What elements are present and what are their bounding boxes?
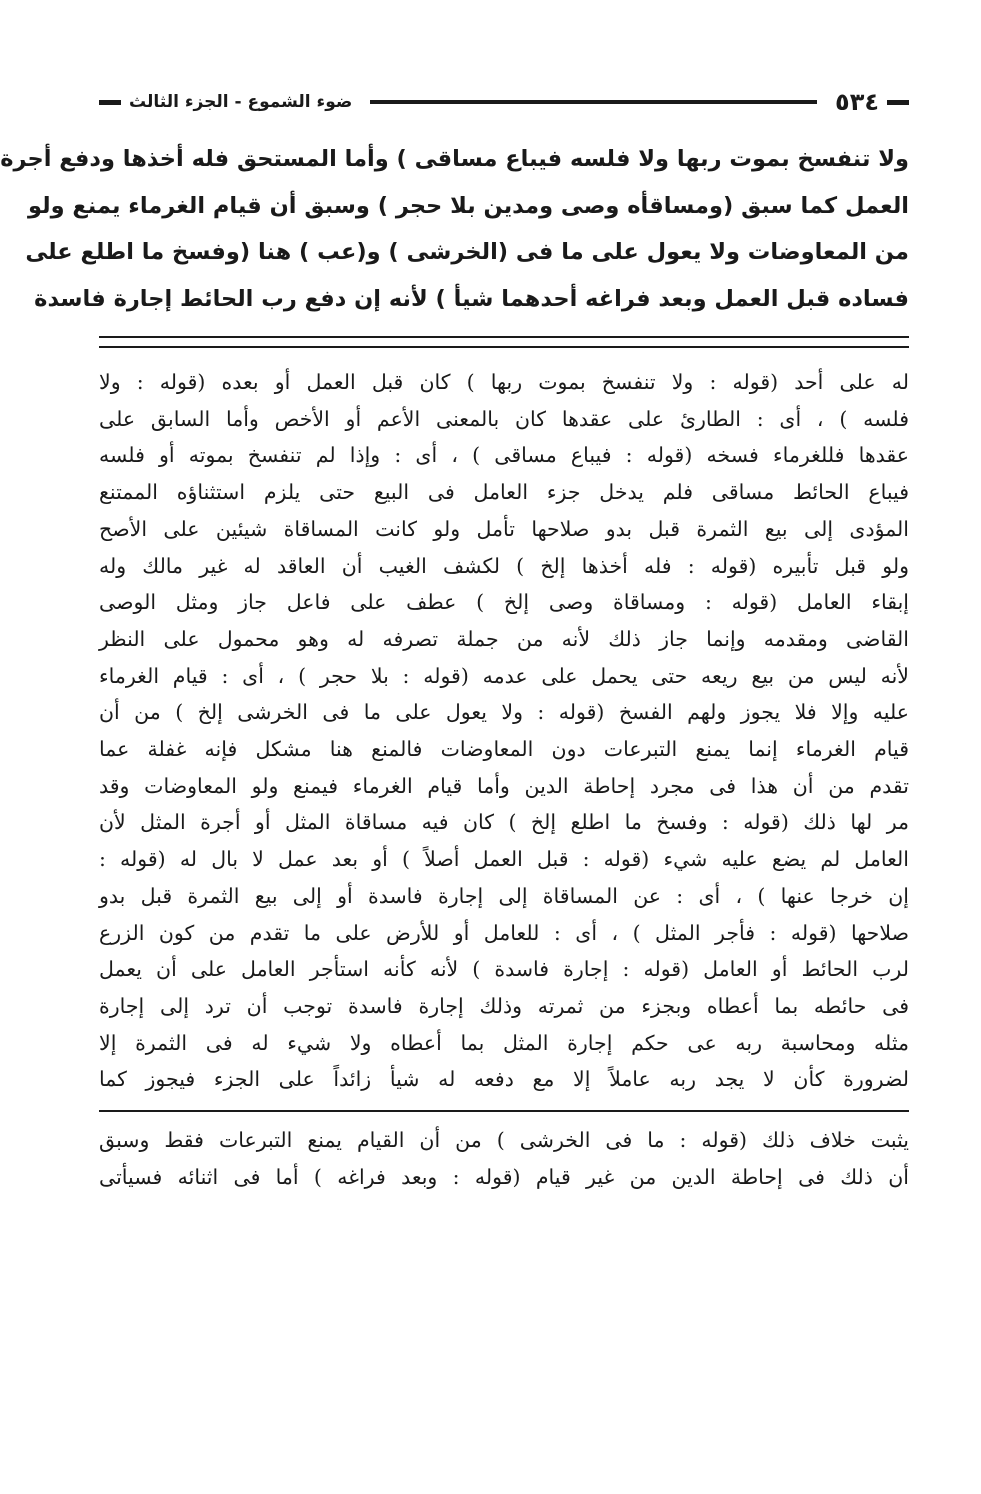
commentary-line: فى حائطه بما أعطاه وبجزء من ثمرته وذلك إجارة فاسدة توجب أن ترد إلى إجارة — [99, 993, 909, 1018]
commentary-line: القاضى ومقدمه وإنما جاز ذلك لأنه من جملة تصرفه له وهو محمول على النظر — [99, 626, 909, 651]
page-number: ٥٣٤ — [835, 88, 879, 116]
commentary-line: إبقاء العامل (قوله : ومساقاة وصى إلخ ) عطف على فاعل جاز ومثل الوصى — [99, 590, 909, 615]
commentary-line: لضرورة كأن لا يجد ربه عاملاً إلا مع دفعه له شيأ زائداً على الجزء فيجوز كما — [99, 1067, 909, 1092]
commentary-line: لأنه ليس من بيع ريعه حتى يحمل على عدمه (قوله : بلا حجر ) ، أى : قيام الغرماء — [99, 663, 909, 688]
commentary-line: عليه وإلا فلا يجوز ولهم الفسخ (قوله : ولا يعول على ما فى الخرشى إلخ ) من أن — [99, 700, 909, 725]
commentary-line: مثله ومحاسبة ربه عى حكم إجارة المثل بما أعطاه ولا شيء له فى الثمرة إلا — [99, 1030, 909, 1055]
commentary-line: فلسه ) ، أى : الطارئ على عقدها كان بالمعنى الأعم أو الأخص وأما السابق على — [99, 406, 909, 431]
commentary-line: لرب الحائط أو العامل (قوله : إجارة فاسدة ) لأنه كأنه استأجر العامل على أن يعمل — [99, 957, 909, 982]
footnote-line: أن ذلك فى إحاطة الدين من غير قيام (قوله : وبعد فراغه ) أما فى اثنائه فسيأتى — [99, 1165, 909, 1190]
main-text-line: فساده قبل العمل وبعد فراغه أحدهما شيأ ) لأنه إن دفع رب الحائط إجارة فاسدة — [34, 285, 909, 312]
commentary-line: تقدم من أن هذا فى مجرد إحاطة الدين وأما قيام الغرماء فيمنع ولو المعاوضات وقد — [99, 773, 909, 798]
double-divider — [99, 336, 909, 348]
footnote-divider — [99, 1110, 909, 1112]
header-rule — [370, 100, 817, 104]
commentary-line: فيباع الحائط مساقى فلم يدخل جزء العامل فى البيع حتى يلزم استثناؤه الممتنع — [99, 480, 909, 505]
commentary-line: ولو قبل تأبيره (قوله : فله أخذها إلخ ) لكشف الغيب أن العاقد له غير مالك وله — [99, 553, 909, 578]
main-text-line: من المعاوضات ولا يعول على ما فى (الخرشى ) و(عب ) هنا (وفسخ ما اطلع على — [25, 239, 909, 265]
commentary-line: العامل لم يضع عليه شيء (قوله : قبل العمل أصلاً ) أو بعد عمل لا بال له (قوله : — [99, 847, 909, 872]
commentary-line: عقدها فللغرماء فسخه (قوله : فيباع مساقى ) ، أى : وإذا لم تنفسخ بموته أو فلسه — [99, 443, 909, 468]
header-dash-right — [887, 100, 909, 105]
footnote — [99, 1122, 909, 1196]
commentary-line: مر لها ذلك (قوله : وفسخ ما اطلع إلخ ) كان فيه مساقاة المثل أو أجرة المثل لأن — [99, 810, 909, 835]
commentary — [99, 364, 909, 1098]
book-page — [0, 82, 909, 1442]
commentary-line: إن خرجا عنها ) ، أى : عن المساقاة إلى إجارة فاسدة أو إلى بيع الثمرة قبل بدو — [99, 883, 909, 908]
commentary-line: المؤدى إلى بيع الثمرة قبل بدو صلاحها تأمل ولو كانت المساقاة شيئين على الأصح — [99, 516, 909, 541]
commentary-line: صلاحها (قوله : فأجر المثل ) ، أى : للعامل أو للأرض على ما تقدم من كون الزرع — [99, 920, 909, 945]
commentary-line: قيام الغرماء إنما يمنع التبرعات دون المعاوضات فالمنع هنا مشكل فإنه غفلة عما — [99, 737, 909, 762]
commentary-line: له على أحد (قوله : ولا تنفسخ بموت ربها ) كان قبل العمل أو بعده (قوله : ولا — [99, 370, 909, 394]
main-text-line: ولا تنفسخ بموت ربها ولا فلسه فيباع مساقى ) وأما المستحق فله أخذها ودفع أجرة — [0, 146, 909, 172]
running-header — [99, 82, 909, 122]
header-dash-left — [99, 100, 121, 105]
main-text-line: العمل كما سبق (ومساقأه وصى ومدين بلا حجر ) وسبق أن قيام الغرماء يمنع ولو — [28, 192, 909, 219]
book-title: ضوء الشموع - الجزء الثالث — [129, 92, 353, 112]
main-text — [0, 136, 909, 322]
footnote-line: يثبت خلاف ذلك (قوله : ما فى الخرشى ) من أن القيام يمنع التبرعات فقط وسبق — [99, 1128, 909, 1153]
